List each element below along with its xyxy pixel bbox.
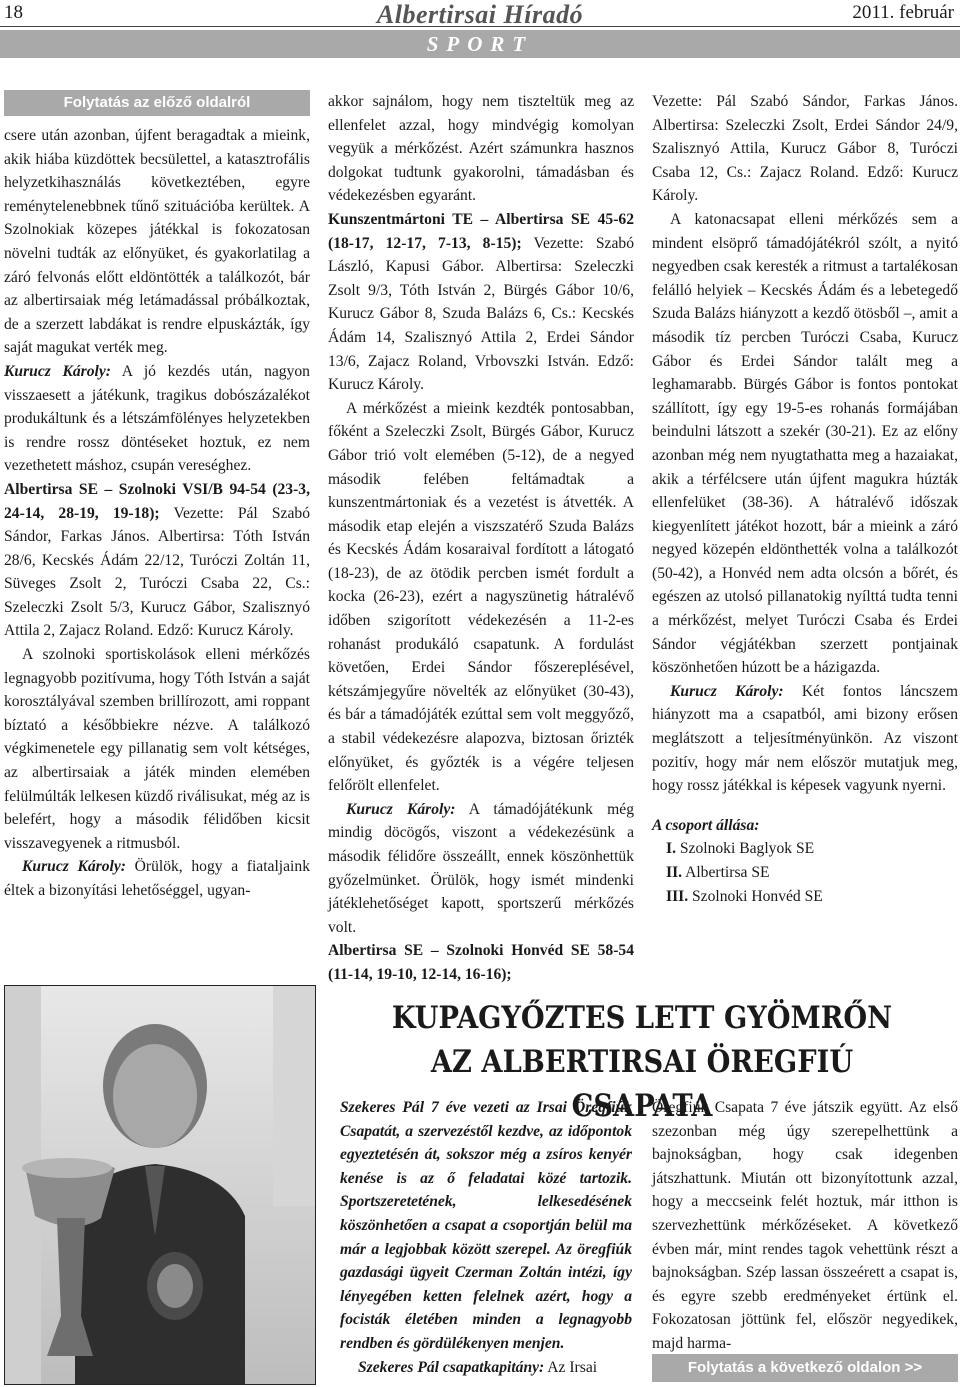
headline-line-1: KUPAGYŐZTES LETT GYÖMRŐN bbox=[391, 1000, 893, 1036]
paragraph: A katonacsapat elleni mérkőzés sem a mindent elsöprő támadójátékról szólt, a nyitó negyedben csak keresték a ritmust a tartalékosan felálló helyiek – Kecskés Ádám és a lebetegedő Szuda Balázs hiányzott a kezdő ötösből –, amit a második tíz percben Turóczi Csaba, Kurucz Gábor és Erdei Sándor talált meg a leghamarabb. Bürgés Gábor is fontos pontokat szállított, így egy 19-5-es rohanás formájában beindulni látszott a szekér (30-21). Ez az előny azonban még nem nyugtathatta meg a hazaiakat, akik a térfélcsere után újfent magukra húzták ellenfelüket (38-36). A hátralévő időszak kiegyenlített játékot hozott, bár a mieink a záró negyed közepén eldönthették volna a találkozót (50-42), a Honvéd nem adta olcsón a bőrét, és egészen az utolsó pillanatokig nyílttá tudta tenni a mérkőzést, melyet Turóczi Csaba és Erdei Sándor végjátékban szerzett pontjainak köszönhetően húzott be a házigazda. bbox=[652, 210, 958, 677]
issue-date: 2011. február bbox=[852, 2, 954, 23]
page-number: 18 bbox=[4, 2, 23, 23]
match-score: Albertirsa SE – Szolnoki Honvéd SE 58-54 (11-14, 19-10, 12-14, 16-16); bbox=[328, 942, 634, 983]
continued-on-next-page-banner: Folytatás a következő oldalon >> bbox=[652, 1354, 958, 1382]
match-result: Kunszentmártoni TE – Albertirsa SE 45-62 (18-17, 12-17, 7-13, 8-15); Vezette: Szabó László, Kapusi Gábor. Albertirsa: Szeleczki Zsolt 9/3, Tóth István 2, Bürgés Gábor 10/6, Kurucz Gábor 8, Szuda Balázs 6, Cs.: Kecskés Ádám 14, Szalisznyó Attila 2, Erdei Sándor 13/6, Zajacz Roland, Vrbovszki István. Edző: Kurucz Károly. bbox=[328, 210, 634, 394]
quote-speaker: Kurucz Károly: bbox=[670, 682, 784, 700]
photo-illustration bbox=[5, 986, 316, 1385]
page-header bbox=[0, 0, 960, 60]
coach-quote: Kurucz Károly: A jó kezdés után, nagyon visszaesett a játékunk, tragikus dobószázalékot produkáltunk és a létszámfölényes helyzetekben is rendre rossz döntéseket hoztuk, ez nem vezethetett máshoz, csupán vereséghez. bbox=[4, 362, 310, 475]
article-column-2 bbox=[328, 90, 634, 987]
section-banner: SPORT bbox=[0, 30, 960, 58]
match-score: Albertirsa SE – Szolnoki VSI/B 94-54 (23-3, 24-14, 28-19, 19-18); bbox=[4, 480, 310, 522]
quote-speaker: Kurucz Károly: bbox=[346, 800, 456, 818]
captain-quote: Szekeres Pál csapatkapitány: Az Irsai bbox=[358, 1358, 598, 1376]
lead-paragraph: Szekeres Pál 7 éve vezeti az Irsai Öregfiúk Csapatát, a szervezéstől kezdve, az időpontok egyeztetésén át, sokszor még a zsíros kenyér kenése is az ő feladatai közé tartozik. Sportszeretetének, lelkesedésének köszönhetően a csapat a csoportján belül ma már a legjobbak között szerepel. Az öregfiúk gazdasági ügyeit Czerman Zoltán intézi, így lényegében ketten felelnek azért, hogy a focisták életében minden a legnagyobb rendben és gördülékenyen menjen. bbox=[340, 1099, 632, 1352]
coach-quote: Kurucz Károly: A támadójátékunk még mindig döcögős, viszont a védekezésünk a második félidőre összeállt, ennek köszönhettük győzelmünket. Örülök, hogy ismét mindenki játéklehetőséget kapott, sportszerű mérkőzés volt. bbox=[328, 800, 634, 936]
match-officials: Vezette: Pál Szabó Sándor, Farkas János. Albertirsa: Szeleczki Zsolt, Erdei Sándor 24/9, Szalisznyó Attila, Kurucz Gábor 8, Turóczi Csaba 12, Cs.: Zajacz Roland. Edző: Kurucz Károly. bbox=[652, 93, 958, 205]
newspaper-title: Albertirsai Híradó bbox=[376, 0, 584, 29]
standings-item: II. Albertirsa SE bbox=[666, 864, 770, 881]
quote-speaker: Kurucz Károly: bbox=[4, 362, 111, 380]
standings-title: A csoport állása: bbox=[652, 816, 760, 834]
coach-quote: Kurucz Károly: Örülök, hogy a fiataljaink éltek a bizonyítási lehetőséggel, ugyan- bbox=[4, 858, 310, 899]
paragraph: akkor sajnálom, hogy nem tiszteltük meg az ellenfelet azzal, hogy mindvégig komolyan vegyük a mérkőzést. Azért számunkra hasznos dolgokat tudtunk gyakorolni, támadásban és védekezésben egyaránt. bbox=[328, 93, 634, 205]
group-standings bbox=[652, 814, 958, 908]
standings-item: III. Szolnoki Honvéd SE bbox=[666, 887, 823, 905]
coach-quote: Kurucz Károly: Két fontos láncszem hiányzott ma a csapatból, ami bizony erősen meglátszott a teljesítményünkön. Az viszont pozitív, hogy már nem először mutatjuk meg, hogy rossz játékkal is képesek vagyunk nyerni. bbox=[652, 682, 958, 795]
standings-item: I. Szolnoki Baglyok SE bbox=[666, 840, 815, 858]
match-score: Kunszentmártoni TE – Albertirsa SE 45-62 (18-17, 12-17, 7-13, 8-15); bbox=[328, 210, 634, 252]
paragraph: A mérkőzést a mieink kezdték pontosabban, főként a Szeleczki Zsolt, Bürgés Gábor, Kurucz Gábor trió volt elemében (5-12), de a negyed második felében feltámadtak a kunszentmártoniak és a vezetést is átvették. A második etap elején a viszszatérő Szuda Balázs és Kecskés Ádám kosaraival fordított a látogató (18-23), de az ötödik percben ismét fordult a kocka (26-23), ezért a nagyszünetig hátralévő időben szigorított védekezésén a 11-2-es rohanást produkáló csapatunk. A fordulást követően, Erdei Sándor főszereplésével, kétszámjegyűre növelték az előnyüket (30-43), és bár a támadójáték ezúttal sem volt meggyőző, a stabil védekezésre alapozva, biztosan őrizték előnyüket, és győzték is a végére teljesen felőrölt ellenfelet. bbox=[328, 399, 634, 795]
paragraph: A szolnoki sportiskolások elleni mérkőzés legnagyobb pozitívuma, hogy Tóth István a saját korosztályával szemben brillírozott, ami roppant bíztató a későbbiekre nézve. A találkozó végkimenetele egy pillanatig sem volt kétséges, az albertirsaiak a játék minden elemében felülmúlták lelkesen küzdő riválisukat, még az is belefért, hogy a második félidőben kicsit visszavegyenek a ritmusból. bbox=[4, 646, 310, 852]
quote-speaker: Kurucz Károly: bbox=[22, 858, 126, 876]
header-divider bbox=[0, 26, 960, 27]
article-lead bbox=[340, 1096, 632, 1379]
article-column-1 bbox=[4, 90, 310, 903]
quote-speaker: Szekeres Pál csapatkapitány: bbox=[358, 1358, 545, 1376]
standings-list bbox=[652, 837, 958, 908]
match-result: Albertirsa SE – Szolnoki VSI/B 94-54 (23-3, 24-14, 28-19, 19-18); Vezette: Pál Szabó Sándor, Farkas János. Albertirsa: Tóth István 28/6, Kecskés Ádám 22/12, Turóczi Zoltán 11, Süveges Zsolt 2, Turóczi Csaba 22, Cs.: Szeleczki Zsolt 5/3, Kurucz Gábor, Szalisznyó Attila 2, Zajacz Roland. Edző: Kurucz Károly. bbox=[4, 480, 310, 640]
headline-line-2: AZ ALBERTIRSAI ÖREGFIÚ CSAPATA bbox=[430, 1044, 854, 1124]
article-column-3 bbox=[652, 90, 958, 908]
team-captain-photo bbox=[4, 985, 316, 1385]
paragraph: csere után azonban, újfent beragadtak a mieink, akik hiába küzdöttek becsülettel, a katasztrofális helyzetkihasználás következtében, egyre reménytelenebbnek tűnő szituációba kerültek. A Szolnokiak közepes játékkal is fokozatosan növelni tudták az előnyüket, és gyakorlatilag a záró felvonás előtt eldöntötték a találkozót, bár az albertirsaiak még letámadással próbálkoztak, de a szerzett labdákat is rendre elpuskázták, így saját magukat verték meg. bbox=[4, 127, 310, 357]
continued-from-banner: Folytatás az előző oldalról bbox=[4, 90, 310, 116]
article-body: Öregfiúk Csapata 7 éve játszik együtt. Az első szezonban még úgy szerepelhettünk a bajnokságban, hogy csak idegenben játszhattunk. Miután ott bizonyítottunk azzal, hogy a meccseink felét hoztuk, már itthon is szervezhettünk mérkőzéseket. A következő évben már, mint rendes tagok vehettünk részt a bajnokságban. Szép lassan összeérett a csapat is, és egyre szebb eredményeket értünk el. Fokozatosan jöttünk fel, először negyedikek, majd harma- bbox=[652, 1099, 958, 1352]
